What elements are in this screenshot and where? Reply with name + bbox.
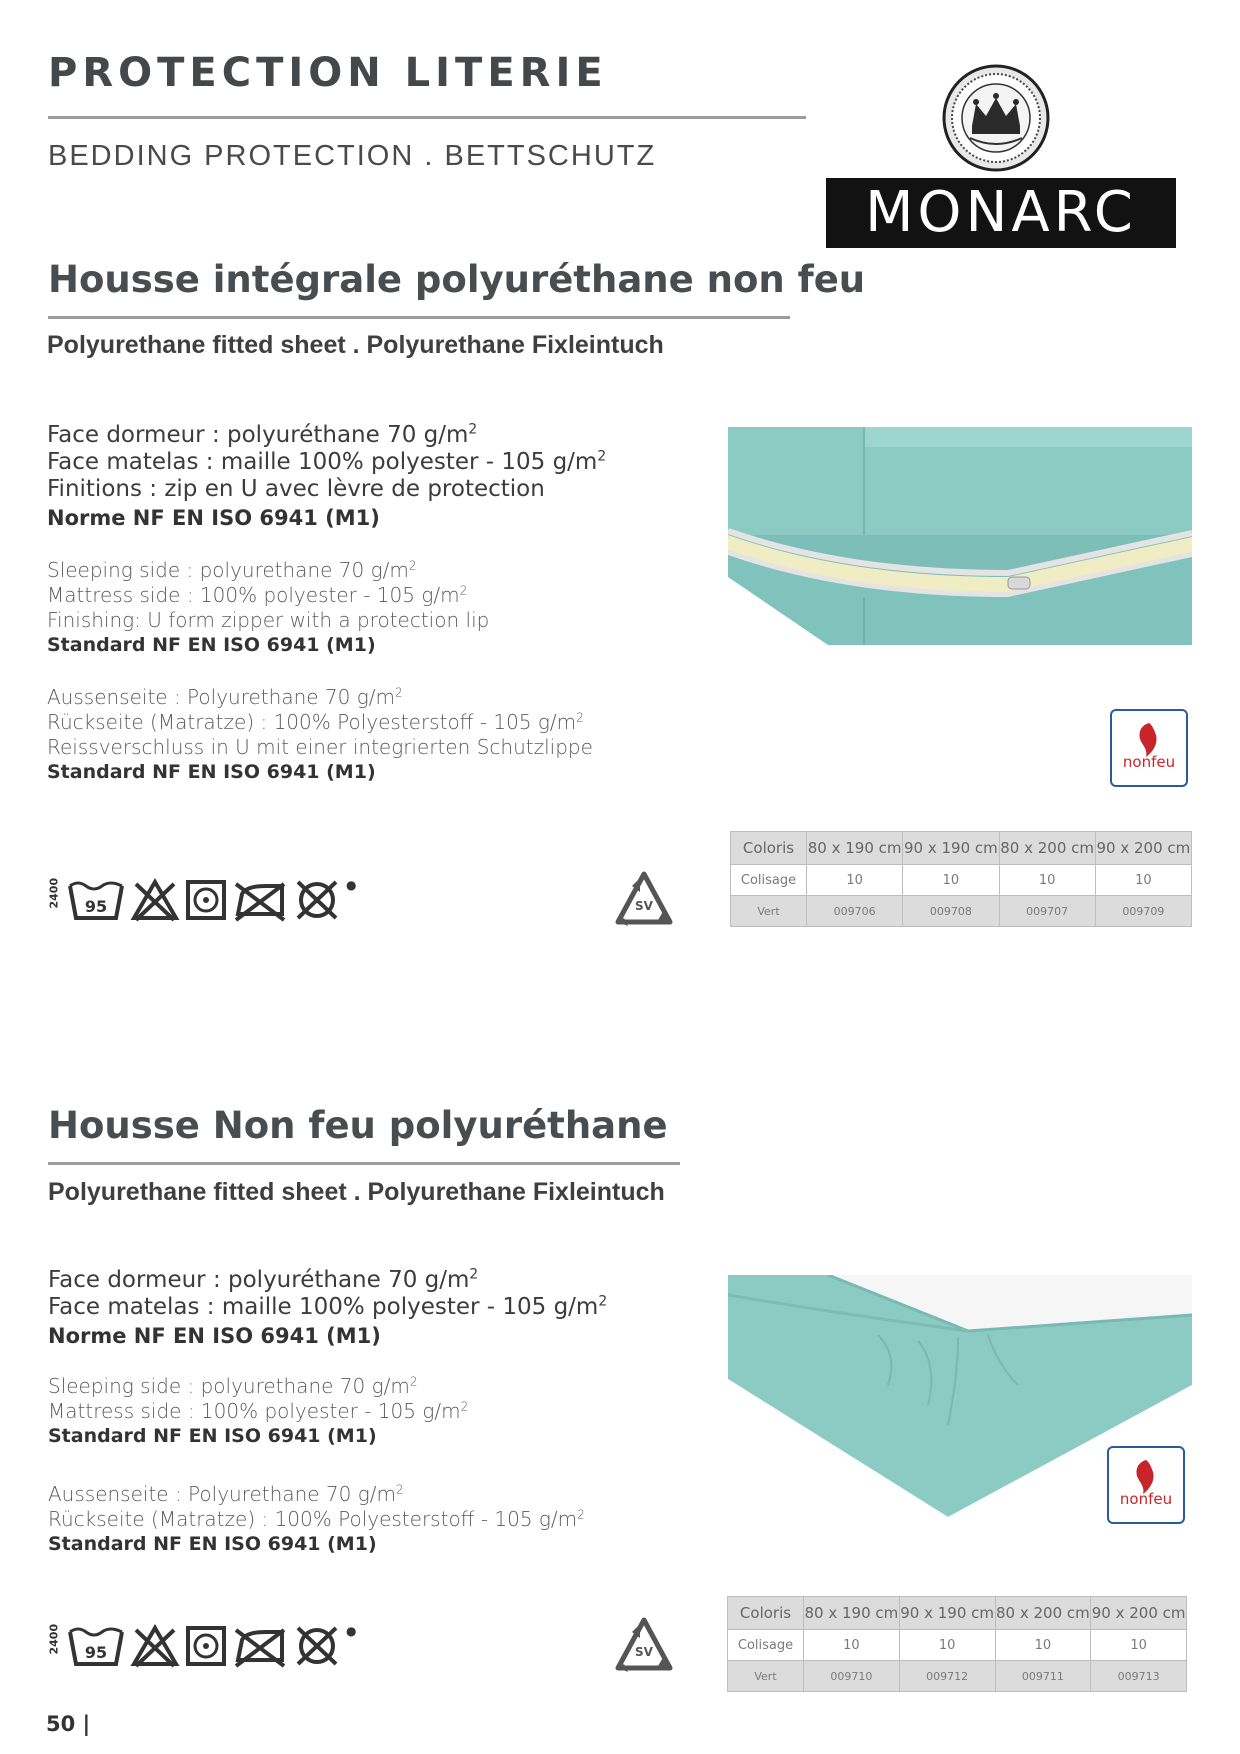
product-1-subtitle: Polyurethane fitted sheet . Polyurethane Fixleintuch (47, 331, 664, 359)
care-code: 2400 (47, 877, 61, 908)
fr-sleeping-side: Face dormeur : polyuréthane 70 g/m (47, 422, 469, 448)
table-cell: 009706 (807, 896, 903, 927)
logo-text: MONARC (865, 180, 1137, 245)
nonfeu-label: nonfeu (1122, 753, 1176, 771)
table-cell: 009713 (1091, 1661, 1187, 1692)
table-cell: 009707 (999, 896, 1095, 927)
fr-mattress-side: Face matelas : maille 100% polyester - 105 g/m (47, 449, 598, 475)
wash-temp: 95 (84, 1643, 108, 1662)
no-bleach-icon (130, 1624, 180, 1668)
product-2-description-en: Sleeping side : polyurethane 70 $g/m^2$ Mattress side : 100% polyester - 105 $g/m^2$ Standard NF EN ISO 6941 (M1) (48, 1374, 469, 1447)
product-2-title: Housse Non feu polyuréthane (48, 1104, 668, 1147)
table-row (728, 1661, 1187, 1692)
table-cell: 10 (1095, 865, 1191, 896)
product-1-divider (48, 316, 790, 319)
table-row (731, 865, 1192, 896)
de-standard: Standard NF EN ISO 6941 (M1) (47, 761, 376, 783)
en-standard: Standard NF EN ISO 6941 (M1) (48, 1425, 377, 1447)
product-1-care-icons (46, 878, 356, 922)
crown-seal-icon (942, 64, 1050, 172)
monarc-logo (826, 178, 1176, 248)
no-iron-icon (232, 1624, 288, 1668)
table-cell: 009708 (903, 896, 999, 927)
page-title: PROTECTION LITERIE (48, 50, 608, 96)
product-1-size-table (730, 831, 1192, 927)
no-dry-clean-icon (292, 878, 342, 922)
table-row (728, 1630, 1187, 1661)
page-number: 50 | (46, 1712, 91, 1736)
flame-icon (1109, 1448, 1183, 1522)
table-cell: 10 (807, 865, 903, 896)
product-2-description-fr: Face dormeur : polyuréthane 70 $g/m^2$ Face matelas : maille 100% polyester - 105 $g/m^2$ Norme NF EN ISO 6941 (M1) (48, 1267, 607, 1351)
table-header-row (731, 832, 1192, 865)
table-cell: 009709 (1095, 896, 1191, 927)
table-cell: 80 x 200 cm (995, 1597, 1091, 1630)
de-standard: Standard NF EN ISO 6941 (M1) (48, 1533, 377, 1555)
table-cell: 90 x 200 cm (1095, 832, 1191, 865)
table-cell: Coloris (728, 1597, 804, 1630)
flame-icon (1112, 711, 1186, 785)
no-dry-clean-icon (292, 1624, 342, 1668)
en-standard: Standard NF EN ISO 6941 (M1) (47, 634, 376, 656)
de-zipper: Reissverschluss in U mit einer integrierten Schutzlippe (47, 735, 593, 759)
no-bleach-icon (130, 878, 180, 922)
wash-95-icon (66, 1624, 126, 1668)
product-2-care-icons (46, 1624, 356, 1668)
en-mattress-side: Mattress side : 100% polyester - 105 g/m (47, 583, 460, 607)
recycle-label: SV (635, 899, 653, 913)
table-cell: 10 (1091, 1630, 1187, 1661)
product-1-description-de: Aussenseite : Polyurethane 70 $g/m^2$ Rückseite (Matratze) : 100% Polyesterstoff - 105 $g/m^2$ Reissverschluss in U mit einer integrierten Schutzlippe Standard NF EN ISO 6941 (M1) (47, 685, 593, 783)
de-back-side: Rückseite (Matratze) : 100% Polyesterstoff - 105 g/m (48, 1507, 578, 1531)
care-dot: ● (346, 878, 357, 892)
wash-temp: 95 (84, 897, 108, 916)
product-2-subtitle: Polyurethane fitted sheet . Polyurethane Fixleintuch (48, 1178, 665, 1206)
table-cell: Coloris (731, 832, 807, 865)
product-1-title: Housse intégrale polyuréthane non feu (48, 258, 866, 301)
product-1-image (728, 427, 1192, 727)
fr-finishing: Finitions : zip en U avec lèvre de protection (47, 476, 545, 502)
en-finishing: Finishing: U form zipper with a protection lip (47, 608, 490, 632)
table-cell: 009712 (899, 1661, 995, 1692)
en-mattress-side: Mattress side : 100% polyester - 105 g/m (48, 1399, 461, 1423)
title-divider (48, 116, 806, 119)
recycle-icon (610, 1614, 678, 1682)
table-cell: 90 x 200 cm (1091, 1597, 1187, 1630)
table-cell: 10 (804, 1630, 900, 1661)
en-sleeping-side: Sleeping side : polyurethane 70 g/m (48, 1374, 410, 1398)
table-cell: 10 (995, 1630, 1091, 1661)
table-cell: Vert (731, 896, 807, 927)
recycle-label: SV (635, 1645, 653, 1659)
table-cell: 009710 (804, 1661, 900, 1692)
table-cell: 90 x 190 cm (903, 832, 999, 865)
product-2-size-table (727, 1596, 1187, 1692)
table-cell: 90 x 190 cm (899, 1597, 995, 1630)
table-row (731, 896, 1192, 927)
fr-standard: Norme NF EN ISO 6941 (M1) (47, 506, 380, 530)
de-outer-side: Aussenseite : Polyurethane 70 g/m (48, 1482, 396, 1506)
table-cell: 10 (903, 865, 999, 896)
table-cell: 10 (999, 865, 1095, 896)
fr-mattress-side: Face matelas : maille 100% polyester - 105 g/m (48, 1294, 599, 1320)
table-header-row (728, 1597, 1187, 1630)
care-dot: ● (346, 1624, 357, 1638)
table-cell: 009711 (995, 1661, 1091, 1692)
no-iron-icon (232, 878, 288, 922)
product-2-description-de: Aussenseite : Polyurethane 70 $g/m^2$ Rückseite (Matratze) : 100% Polyesterstoff - 105 $g/m^2$ Standard NF EN ISO 6941 (M1) (48, 1482, 585, 1555)
wash-95-icon (66, 878, 126, 922)
care-code: 2400 (47, 1623, 61, 1654)
fr-standard: Norme NF EN ISO 6941 (M1) (48, 1324, 381, 1348)
nonfeu-badge (1110, 709, 1188, 787)
en-sleeping-side: Sleeping side : polyurethane 70 g/m (47, 558, 409, 582)
table-cell: Colisage (731, 865, 807, 896)
table-cell: 80 x 190 cm (807, 832, 903, 865)
table-cell: 10 (899, 1630, 995, 1661)
product-1-description-fr: Face dormeur : polyuréthane 70 $g/m^2$ Face matelas : maille 100% polyester - 105 $g/m^2$ Finitions : zip en U avec lèvre de protection Norme NF EN ISO 6941 (M1) (47, 422, 606, 533)
tumble-dry-icon (184, 1624, 228, 1668)
fr-sleeping-side: Face dormeur : polyuréthane 70 g/m (48, 1267, 470, 1293)
tumble-dry-icon (184, 878, 228, 922)
table-cell: Vert (728, 1661, 804, 1692)
product-2-divider (48, 1162, 680, 1165)
de-outer-side: Aussenseite : Polyurethane 70 g/m (47, 685, 395, 709)
recycle-icon (610, 868, 678, 936)
page-subtitle: BEDDING PROTECTION . BETTSCHUTZ (48, 140, 657, 172)
table-cell: 80 x 200 cm (999, 832, 1095, 865)
nonfeu-label: nonfeu (1119, 1490, 1173, 1508)
table-cell: 80 x 190 cm (804, 1597, 900, 1630)
nonfeu-badge (1107, 1446, 1185, 1524)
table-cell: Colisage (728, 1630, 804, 1661)
product-1-description-en: Sleeping side : polyurethane 70 $g/m^2$ Mattress side : 100% polyester - 105 $g/m^2$ Finishing: U form zipper with a protection lip Standard NF EN ISO 6941 (M1) (47, 558, 490, 656)
de-back-side: Rückseite (Matratze) : 100% Polyesterstoff - 105 g/m (47, 710, 577, 734)
